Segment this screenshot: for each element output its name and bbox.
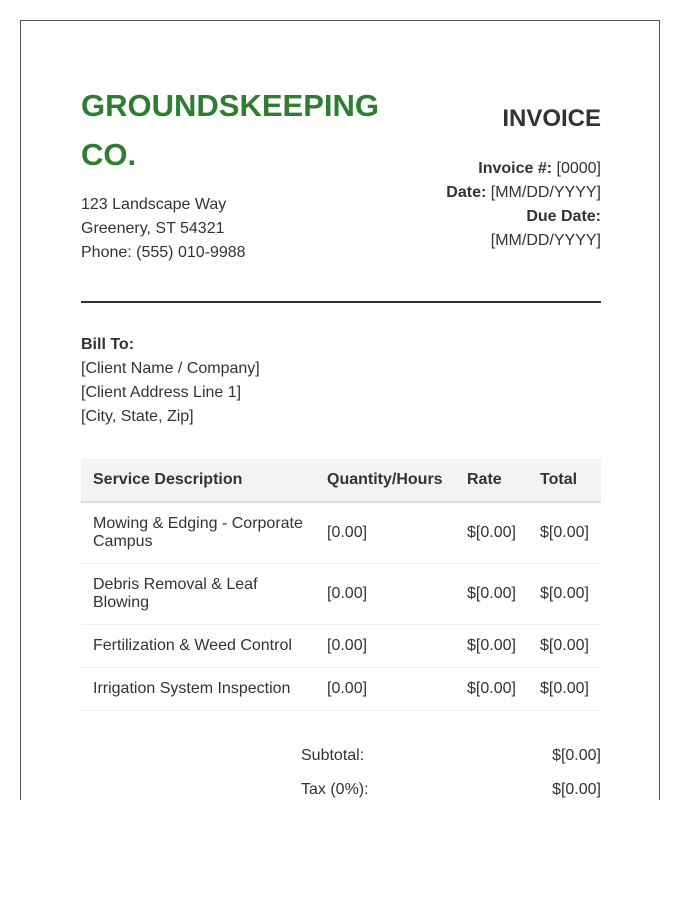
invoice-date bbox=[401, 181, 601, 205]
table-header-row bbox=[81, 459, 601, 502]
invoice-page bbox=[20, 20, 660, 800]
tax-label: Tax (0%): bbox=[301, 781, 369, 798]
service-description: Irrigation System Inspection bbox=[81, 668, 315, 711]
service-quantity: [0.00] bbox=[315, 564, 455, 625]
totals-section bbox=[301, 747, 601, 800]
service-description: Fertilization & Weed Control bbox=[81, 625, 315, 668]
services-table bbox=[81, 459, 601, 711]
company-address-line2: Greenery, ST 54321 bbox=[81, 220, 225, 237]
invoice-number-value: [0000] bbox=[556, 160, 601, 177]
header-rate: Rate bbox=[455, 459, 528, 502]
company-address bbox=[81, 193, 246, 265]
invoice-due-value: [MM/DD/YYYY] bbox=[490, 232, 601, 249]
invoice-due-label-row bbox=[401, 205, 601, 229]
service-rate: $[0.00] bbox=[455, 502, 528, 564]
invoice-date-value: [MM/DD/YYYY] bbox=[490, 184, 601, 201]
bill-to-name: [Client Name / Company] bbox=[81, 360, 260, 377]
invoice-due-label: Due Date: bbox=[526, 208, 601, 225]
bill-to-address: [Client Address Line 1] bbox=[81, 384, 242, 401]
company-name: GROUNDSKEEPING CO. bbox=[81, 88, 379, 172]
service-quantity: [0.00] bbox=[315, 668, 455, 711]
header-divider bbox=[81, 301, 601, 303]
subtotal-label: Subtotal: bbox=[301, 747, 365, 764]
table-row bbox=[81, 625, 601, 668]
table-row bbox=[81, 564, 601, 625]
invoice-number bbox=[401, 157, 601, 181]
header-total: Total bbox=[528, 459, 601, 502]
invoice-date-label: Date: bbox=[446, 184, 487, 201]
bill-to-label: Bill To: bbox=[81, 336, 135, 353]
service-total: $[0.00] bbox=[528, 625, 601, 668]
company-address-line1: 123 Landscape Way bbox=[81, 196, 227, 213]
invoice-meta bbox=[401, 157, 601, 253]
service-rate: $[0.00] bbox=[455, 625, 528, 668]
tax-row bbox=[301, 781, 601, 800]
invoice-number-label: Invoice #: bbox=[478, 160, 553, 177]
subtotal-row bbox=[301, 747, 601, 781]
service-rate: $[0.00] bbox=[455, 564, 528, 625]
bill-to bbox=[81, 333, 260, 429]
tax-value: $[0.00] bbox=[552, 781, 601, 798]
service-quantity: [0.00] bbox=[315, 502, 455, 564]
service-rate: $[0.00] bbox=[455, 668, 528, 711]
header-quantity-hours: Quantity/Hours bbox=[315, 459, 455, 502]
invoice-title: INVOICE bbox=[502, 105, 601, 132]
subtotal-value: $[0.00] bbox=[552, 747, 601, 764]
table-row bbox=[81, 502, 601, 564]
company-phone: Phone: (555) 010-9988 bbox=[81, 244, 246, 261]
service-total: $[0.00] bbox=[528, 668, 601, 711]
service-quantity: [0.00] bbox=[315, 625, 455, 668]
service-total: $[0.00] bbox=[528, 564, 601, 625]
service-total: $[0.00] bbox=[528, 502, 601, 564]
table-row bbox=[81, 668, 601, 711]
header-service-description: Service Description bbox=[81, 459, 315, 502]
service-description: Debris Removal & Leaf Blowing bbox=[81, 564, 315, 625]
bill-to-city: [City, State, Zip] bbox=[81, 408, 194, 425]
invoice-due-value-row bbox=[401, 229, 601, 253]
service-description: Mowing & Edging - Corporate Campus bbox=[81, 502, 315, 564]
